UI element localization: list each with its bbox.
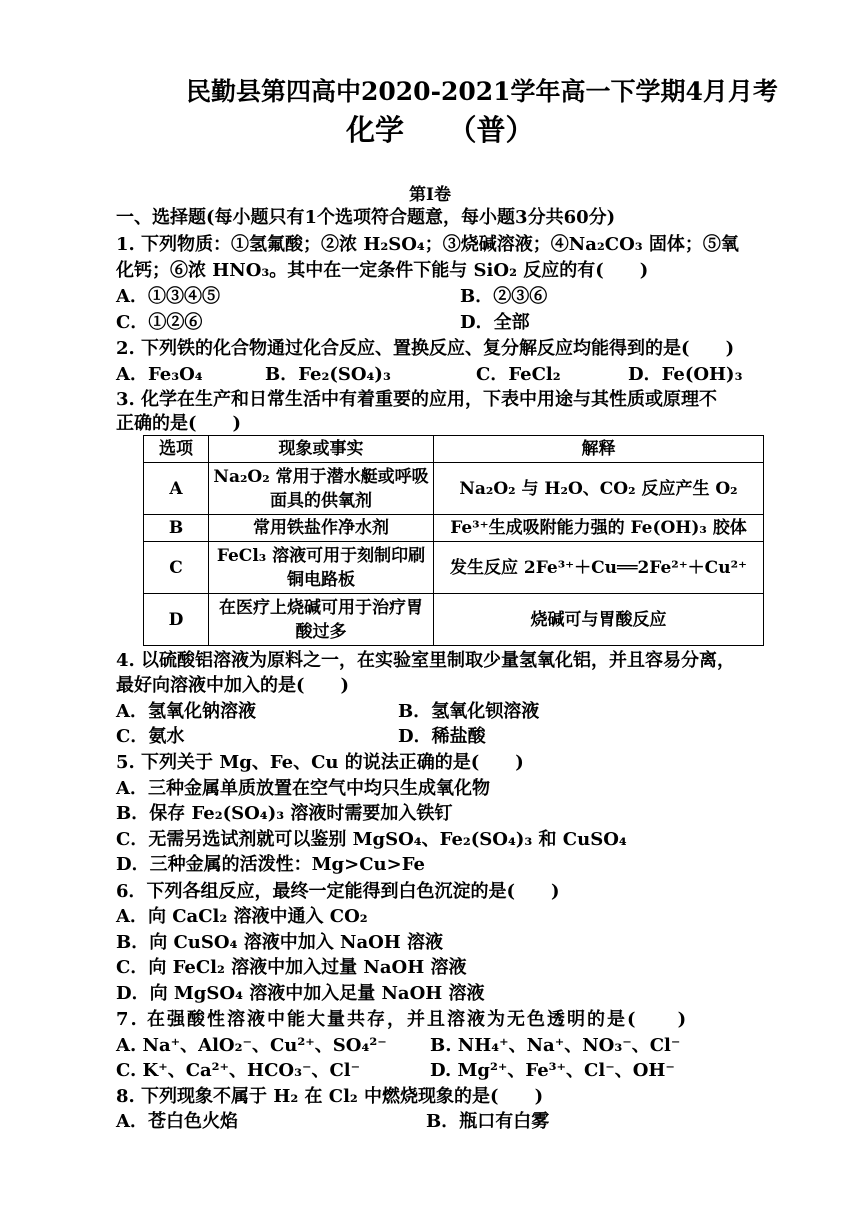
q3-row-a-fact: Na₂O₂ 常用于潜水艇或呼吸面具的供氧剂 [209, 463, 434, 515]
q6-option-a: A．向 CaCl₂ 溶液中通入 CO₂ [116, 906, 368, 927]
q7-option-a: A. Na⁺、AlO₂⁻、Cu²⁺、SO₄²⁻ [116, 1035, 387, 1056]
subject-title: 化学 （普） [346, 113, 535, 147]
q2-option-c: C．FeCl₂ [476, 364, 561, 385]
q3-row-d-explanation: 烧碱可与胃酸反应 [434, 594, 764, 646]
q5-stem: 5. 下列关于 Mg、Fe、Cu 的说法正确的是( ) [116, 752, 524, 773]
q3-table-row [144, 594, 764, 646]
q3-row-d-fact: 在医疗上烧碱可用于治疗胃酸过多 [209, 594, 434, 646]
q3-row-b-fact: 常用铁盐作净水剂 [209, 515, 434, 542]
q3-header-option: 选项 [144, 436, 209, 463]
q3-stem-line2: 正确的是( ) [116, 413, 242, 434]
q3-stem-line1: 3. 化学在生产和日常生活中有着重要的应用，下表中用途与其性质或原理不 [116, 389, 718, 410]
q1-option-b: B．②③⑥ [460, 286, 548, 307]
q3-row-d-option: D [144, 594, 209, 646]
q3-header-explanation: 解释 [434, 436, 764, 463]
q3-table-header-row [144, 436, 764, 463]
q1-option-c: C．①②⑥ [116, 312, 203, 333]
q2-option-b: B．Fe₂(SO₄)₃ [265, 364, 391, 385]
q6-option-c: C．向 FeCl₂ 溶液中加入过量 NaOH 溶液 [116, 957, 467, 978]
q6-stem: 6．下列各组反应，最终一定能得到白色沉淀的是( ) [116, 881, 560, 902]
q1-stem-line1: 1. 下列物质：①氢氟酸；②浓 H₂SO₄；③烧碱溶液；④Na₂CO₃ 固体；⑤氧 [116, 234, 739, 255]
q4-option-d: D．稀盐酸 [398, 726, 486, 747]
q3-row-a-option: A [144, 463, 209, 515]
q7-option-b: B. NH₄⁺、Na⁺、NO₃⁻、Cl⁻ [430, 1035, 681, 1056]
q3-row-c-fact: FeCl₃ 溶液可用于刻制印刷铜电路板 [209, 542, 434, 594]
q8-option-a: A．苍白色火焰 [116, 1111, 238, 1132]
q3-row-a-explanation: Na₂O₂ 与 H₂O、CO₂ 反应产生 O₂ [434, 463, 764, 515]
q5-option-d: D．三种金属的活泼性：Mg>Cu>Fe [116, 854, 425, 875]
q2-stem: 2. 下列铁的化合物通过化合反应、置换反应、复分解反应均能得到的是( ) [116, 338, 735, 359]
q1-stem-line2: 化钙；⑥浓 HNO₃。其中在一定条件下能与 SiO₂ 反应的有( ) [116, 260, 649, 281]
q1-option-a: A．①③④⑤ [116, 286, 220, 307]
q7-stem: 7. 在强酸性溶液中能大量共存，并且溶液为无色透明的是( ) [116, 1009, 689, 1030]
q5-option-a: A．三种金属单质放置在空气中均只生成氧化物 [116, 778, 490, 799]
q7-option-c: C. K⁺、Ca²⁺、HCO₃⁻、Cl⁻ [116, 1060, 361, 1081]
q3-table [143, 435, 764, 646]
volume-heading: 第Ⅰ卷 [409, 185, 451, 205]
q3-table-row [144, 463, 764, 515]
q4-stem-line2: 最好向溶液中加入的是( ) [116, 675, 350, 696]
q7-option-d: D. Mg²⁺、Fe³⁺、Cl⁻、OH⁻ [430, 1060, 675, 1081]
q3-table-row [144, 515, 764, 542]
q3-row-c-explanation: 发生反应 2Fe³⁺＋Cu══2Fe²⁺＋Cu²⁺ [434, 542, 764, 594]
q3-row-b-option: B [144, 515, 209, 542]
q8-option-b: B．瓶口有白雾 [426, 1111, 550, 1132]
q4-stem-line1: 4. 以硫酸铝溶液为原料之一，在实验室里制取少量氢氧化铝，并且容易分离， [116, 650, 736, 671]
q5-option-c: C．无需另选试剂就可以鉴别 MgSO₄、Fe₂(SO₄)₃ 和 CuSO₄ [116, 829, 627, 850]
q8-stem: 8. 下列现象不属于 H₂ 在 Cl₂ 中燃烧现象的是( ) [116, 1086, 544, 1107]
q1-option-d: D．全部 [460, 312, 530, 333]
q2-option-a: A．Fe₃O₄ [116, 364, 203, 385]
q5-option-b: B．保存 Fe₂(SO₄)₃ 溶液时需要加入铁钉 [116, 803, 453, 824]
q4-option-b: B．氢氧化钡溶液 [398, 701, 540, 722]
q3-header-fact: 现象或事实 [209, 436, 434, 463]
section-heading: 一、选择题(每小题只有1个选项符合题意，每小题3分共60分) [116, 207, 616, 228]
q4-option-a: A．氢氧化钠溶液 [116, 701, 256, 722]
q3-row-b-explanation: Fe³⁺生成吸附能力强的 Fe(OH)₃ 胶体 [434, 515, 764, 542]
q6-option-b: B．向 CuSO₄ 溶液中加入 NaOH 溶液 [116, 932, 444, 953]
q3-table-row [144, 542, 764, 594]
q2-option-d: D．Fe(OH)₃ [628, 364, 743, 385]
q3-row-c-option: C [144, 542, 209, 594]
q6-option-d: D．向 MgSO₄ 溶液中加入足量 NaOH 溶液 [116, 983, 485, 1004]
q4-option-c: C．氨水 [116, 726, 185, 747]
exam-title: 民勤县第四高中2020-2021学年高一下学期4月月考 [186, 77, 778, 106]
